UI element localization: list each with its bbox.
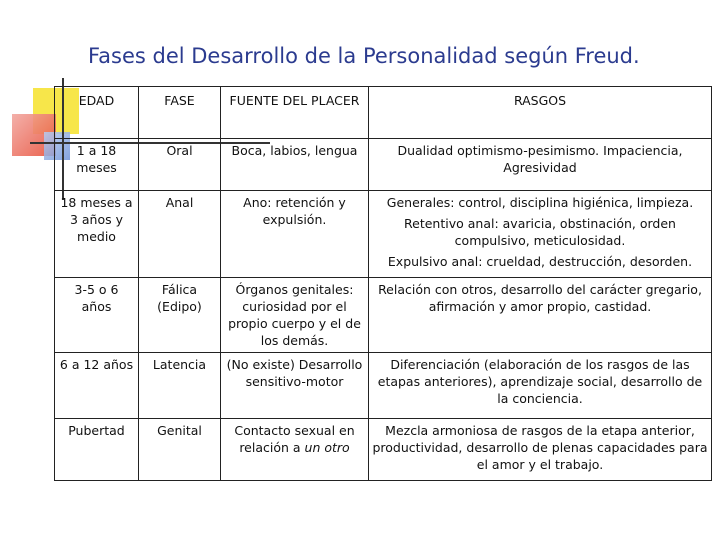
table-header-row	[55, 87, 712, 139]
header-fuente: FUENTE DEL PLACER	[221, 87, 369, 139]
cell-edad: 6 a 12 años	[55, 353, 139, 419]
rasgos-line: Expulsivo anal: crueldad, destrucción, desorden.	[387, 254, 693, 269]
cell-rasgos	[369, 419, 712, 481]
cell-edad: 1 a 18 meses	[55, 139, 139, 191]
cell-fase: Anal	[139, 191, 221, 278]
slide-title: Fases del Desarrollo de la Personalidad según Freud.	[88, 44, 640, 68]
table-row	[55, 353, 712, 419]
header-rasgos: RASGOS	[369, 87, 712, 139]
cell-fuente: Ano: retención y expulsión.	[221, 191, 369, 278]
cell-fase: Fálica (Edipo)	[139, 278, 221, 353]
cell-fuente	[221, 419, 369, 481]
cell-edad: Pubertad	[55, 419, 139, 481]
fuente-text: Contacto sexual en relación a	[234, 423, 355, 455]
cell-fuente: (No existe) Desarrollo sensitivo-motor	[221, 353, 369, 419]
header-fase: FASE	[139, 87, 221, 139]
cell-fase: Genital	[139, 419, 221, 481]
freud-phases-table	[54, 86, 712, 481]
table-row	[55, 419, 712, 481]
table-row	[55, 191, 712, 278]
rasgos-line: Relación con otros, desarrollo del carácter gregario, afirmación y amor propio, castidad.	[378, 282, 702, 314]
cell-fase: Oral	[139, 139, 221, 191]
fuente-emphasis: un otro	[304, 440, 350, 455]
rasgos-line: Retentivo anal: avaricia, obstinación, orden compulsivo, meticulosidad.	[404, 216, 676, 248]
rasgos-line: Dualidad optimismo-pesimismo. Impaciencia, Agresividad	[397, 143, 683, 175]
rasgos-line: Diferenciación (elaboración de los rasgos de las etapas anteriores), aprendizaje social, desarrollo de la conciencia.	[377, 357, 703, 406]
table-row	[55, 139, 712, 191]
cell-fase: Latencia	[139, 353, 221, 419]
header-edad: EDAD	[55, 87, 139, 139]
rasgos-line: Generales: control, disciplina higiénica, limpieza.	[386, 195, 694, 210]
cell-fuente: Órganos genitales: curiosidad por el propio cuerpo y el de los demás.	[221, 278, 369, 353]
cell-rasgos	[369, 353, 712, 419]
cell-rasgos	[369, 278, 712, 353]
cell-fuente: Boca, labios, lengua	[221, 139, 369, 191]
table-row	[55, 278, 712, 353]
cell-edad: 18 meses a 3 años y medio	[55, 191, 139, 278]
cell-rasgos	[369, 191, 712, 278]
cell-rasgos	[369, 139, 712, 191]
cell-edad: 3-5 o 6 años	[55, 278, 139, 353]
rasgos-line: Mezcla armoniosa de rasgos de la etapa anterior, productividad, desarrollo de plenas capacidades para el amor y el trabajo.	[372, 423, 708, 472]
